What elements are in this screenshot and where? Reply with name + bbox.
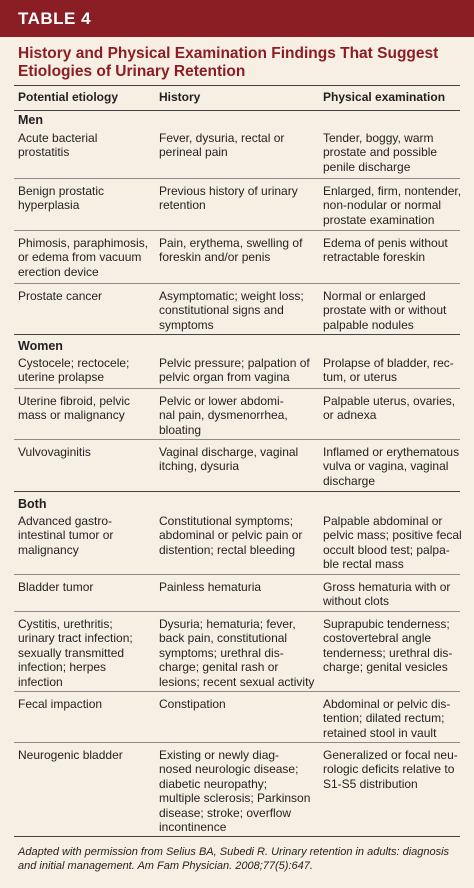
exam-cell: Enlarged, firm, nontender, non-nodular or normal prostate examination <box>323 184 462 227</box>
exam-cell: Palpable abdominal or pelvic mass; positive fecal occult blood test; palpa- ble rectal mass <box>323 514 462 572</box>
etiology-cell: Vulvovaginitis <box>18 445 91 459</box>
table-row <box>14 284 460 335</box>
table-title: History and Physical Examination Findings That Suggest Etiologies of Urinary Retention <box>18 45 439 80</box>
column-header-etiology: Potential etiology <box>18 90 119 104</box>
history-cell: Vaginal discharge, vaginal itching, dysuria <box>159 445 299 474</box>
table-row <box>14 612 460 692</box>
etiology-cell: Prostate cancer <box>18 289 103 303</box>
history-cell: Pelvic pressure; palpation of pelvic organ from vagina <box>159 356 310 385</box>
history-cell: Fever, dysuria, rectal or perineal pain <box>159 131 285 160</box>
table-row <box>14 126 460 179</box>
exam-cell: Gross hematuria with or without clots <box>323 580 451 609</box>
table-row <box>14 179 460 231</box>
exam-cell: Normal or enlarged prostate with or without palpable nodules <box>323 289 447 332</box>
exam-cell: Abdominal or pelvic dis- tention; dilated rectum; retained stool in vault <box>323 697 451 740</box>
history-cell: Constipation <box>159 697 226 711</box>
history-cell: Asymptomatic; weight loss; constitutional signs and symptoms <box>159 289 304 332</box>
exam-cell: Suprapubic tenderness; costovertebral angle tenderness; urethral dis- charge; genital vesicles <box>323 617 453 675</box>
exam-cell: Palpable uterus, ovaries, or adnexa <box>323 394 456 423</box>
etiology-cell: Cystitis, urethritis; urinary tract infection; sexually transmitted infection; herpes infection <box>18 617 133 689</box>
history-cell: Constitutional symptoms; abdominal or pelvic pain or distention; rectal bleeding <box>159 514 303 557</box>
history-cell: Pelvic or lower abdomi- nal pain, dysmenorrhea, bloating <box>159 394 288 437</box>
history-cell: Pain, erythema, swelling of foreskin and/or penis <box>159 236 303 265</box>
source-footnote: Adapted with permission from Selius BA, Subedi R. Urinary retention in adults: diagnosis and initial management. Am Fam Physician. 2008;77(5):647. <box>18 846 450 872</box>
exam-cell: Edema of penis without retractable foreskin <box>323 236 448 265</box>
table-number-banner: TABLE 4 <box>0 0 474 37</box>
etiology-cell: Advanced gastro- intestinal tumor or malignancy <box>18 514 114 557</box>
table-row <box>14 351 460 389</box>
etiology-cell: Fecal impaction <box>18 697 103 711</box>
etiology-cell: Cystocele; rectocele; uterine prolapse <box>18 356 130 385</box>
etiology-cell: Phimosis, paraphimosis, or edema from vacuum erection device <box>18 236 149 279</box>
exam-cell: Tender, boggy, warm prostate and possible penile discharge <box>323 131 438 174</box>
table-header-row <box>14 85 460 111</box>
etiology-cell: Acute bacterial prostatitis <box>18 131 98 160</box>
section-label-men: Men <box>18 113 43 127</box>
exam-cell: Prolapse of bladder, rec- tum, or uterus <box>323 356 454 385</box>
table-row <box>14 231 460 284</box>
column-header-physical-exam: Physical examination <box>323 90 446 104</box>
section-label-women: Women <box>18 339 63 353</box>
history-cell: Dysuria; hematuria; fever, back pain, constitutional symptoms; urethral dis- charge; genital rash or lesions; recent sexual activity <box>159 617 315 689</box>
etiology-cell: Benign prostatic hyperplasia <box>18 184 105 213</box>
exam-cell: Inflamed or erythematous vulva or vagina, vaginal discharge <box>323 445 460 488</box>
table-row <box>14 509 460 575</box>
section-label-both: Both <box>18 497 47 511</box>
exam-cell: Generalized or focal neu- rologic deficits relative to S1-S5 distribution <box>323 748 458 791</box>
table-row <box>14 692 460 743</box>
history-cell: Existing or newly diag- nosed neurologic disease; diabetic neuropathy; multiple sclerosis; Parkinson disease; stroke; overflow incontinence <box>159 748 311 835</box>
table-bottom-rule <box>14 836 460 837</box>
table-row <box>14 440 460 492</box>
history-cell: Previous history of urinary retention <box>159 184 298 213</box>
table-row <box>14 575 460 612</box>
table-row <box>14 389 460 440</box>
etiology-cell: Bladder tumor <box>18 580 94 594</box>
table-row <box>14 743 460 836</box>
history-cell: Painless hematuria <box>159 580 262 594</box>
etiology-cell: Uterine fibroid, pelvic mass or malignancy <box>18 394 131 423</box>
etiology-cell: Neurogenic bladder <box>18 748 123 762</box>
column-header-history: History <box>159 90 201 104</box>
